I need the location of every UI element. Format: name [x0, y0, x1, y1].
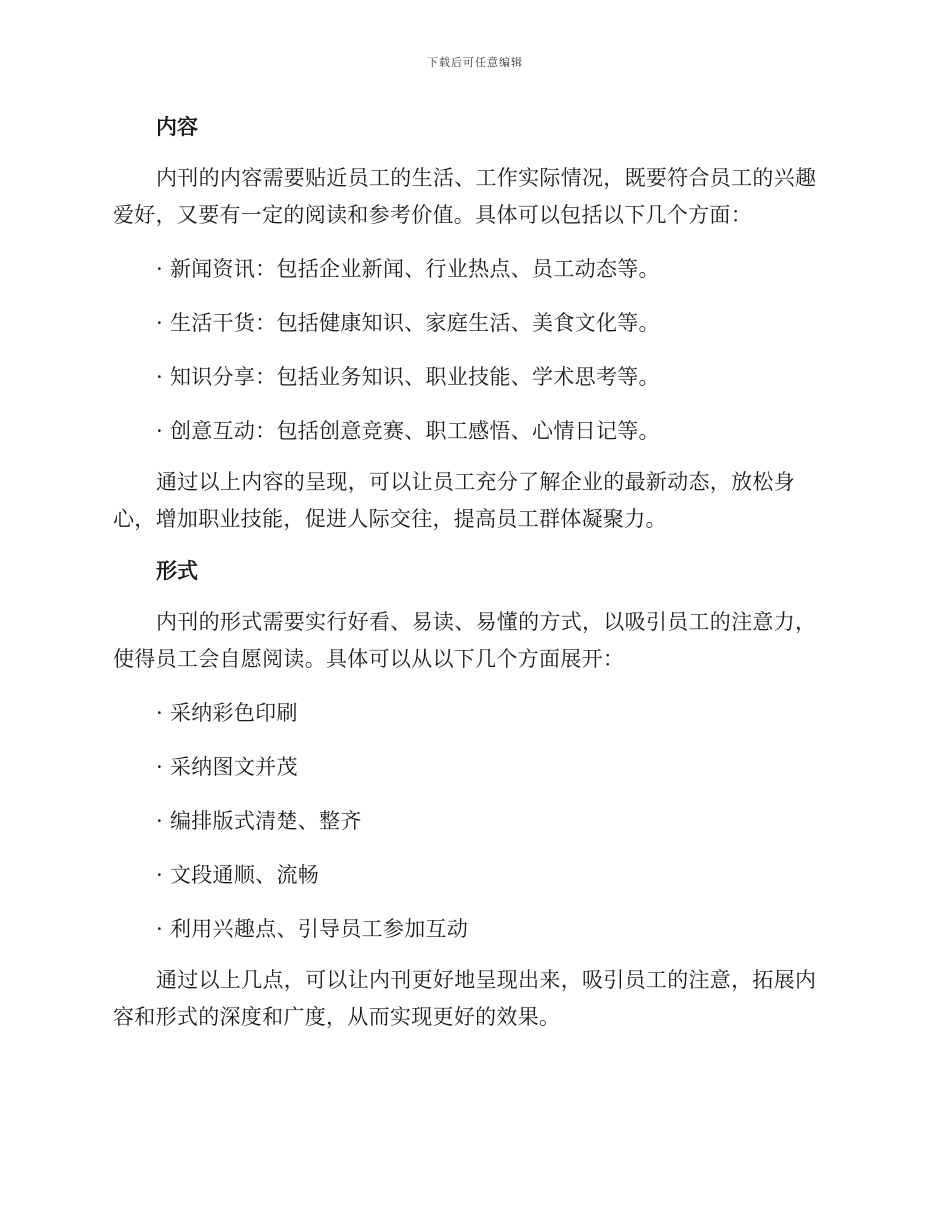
- bullet-item: · 创意互动：包括创意竞赛、职工感悟、心情日记等。: [156, 419, 660, 443]
- section-form-intro: 内刊的形式需要实行好看、易读、易懂的方式，以吸引员工的注意力，使得员工会自愿阅读。具体可以从以下几个方面展开：: [113, 610, 817, 671]
- document-body: [113, 108, 833, 1036]
- section-heading-content: 内容: [156, 114, 198, 139]
- section-form-conclusion: 通过以上几点，可以让内刊更好地呈现出来，吸引员工的注意，拓展内容和形式的深度和广度，从而实现更好的效果。: [113, 968, 817, 1029]
- bullet-item: · 采纳彩色印刷: [156, 701, 298, 725]
- bullet-item: · 文段通顺、流畅: [156, 863, 320, 887]
- bullet-item: · 新闻资讯：包括企业新闻、行业热点、员工动态等。: [156, 257, 660, 281]
- bullet-item: · 生活干货：包括健康知识、家庭生活、美食文化等。: [156, 311, 660, 335]
- header-note: 下载后可任意编辑: [427, 56, 523, 69]
- section-content-conclusion: 通过以上内容的呈现，可以让员工充分了解企业的最新动态，放松身心，增加职业技能，促进人际交往，提高员工群体凝聚力。: [113, 470, 795, 531]
- section-heading-form: 形式: [156, 558, 198, 583]
- bullet-item: · 采纳图文并茂: [156, 755, 298, 779]
- bullet-item: · 利用兴趣点、引导员工参加互动: [156, 917, 469, 941]
- bullet-item: · 知识分享：包括业务知识、职业技能、学术思考等。: [156, 365, 660, 389]
- section-content-intro: 内刊的内容需要贴近员工的生活、工作实际情况，既要符合员工的兴趣爱好，又要有一定的阅读和参考价值。具体可以包括以下几个方面：: [113, 166, 817, 227]
- bullet-item: · 编排版式清楚、整齐: [156, 809, 362, 833]
